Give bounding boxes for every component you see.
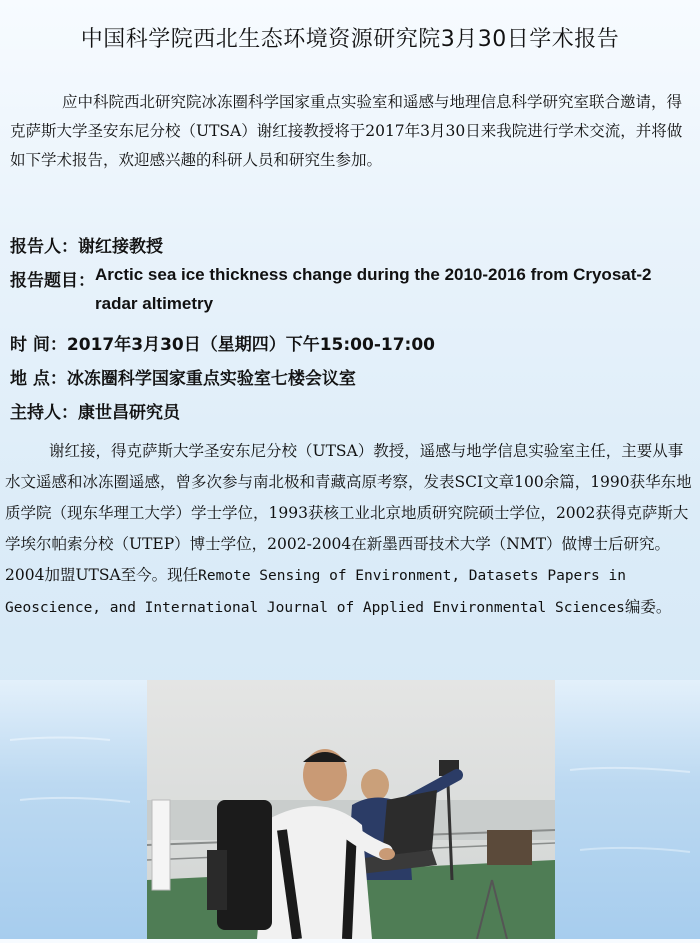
place-value: 冰冻圈科学国家重点实验室七楼会议室 <box>66 369 356 389</box>
topic-label: 报告题目： <box>10 271 95 291</box>
ship-deck-scene <box>147 680 555 939</box>
bio-paragraph <box>5 436 695 624</box>
reporter-value: 谢红接教授 <box>78 237 163 257</box>
place-field <box>10 364 356 389</box>
field-photo <box>147 680 555 939</box>
reporter-label: 报告人： <box>10 237 78 257</box>
host-field <box>10 398 180 423</box>
bio-text-1: 谢红接，得克萨斯大学圣安东尼分校（UTSA）教授，遥感与地学信息实验室主任，主要从事水文遥感和冰冻圈遥感，曾多次参与南北极和青藏高原考察，发表SCI文章100余篇，1990获华东地质学院（现东华理工大学）学士学位，1993获核工业北京地质研究院硕士学位，2002获得克萨斯大学埃尔帕索分校（UTEP）博士学位，2002-2004在新墨西哥技术大学（NMT）做博士后研究。2004加盟UTSA至今。现任 <box>5 442 692 584</box>
time-value: 2017年3月30日（星期四）下午15:00-17:00 <box>66 335 436 355</box>
topic-field <box>10 266 692 318</box>
reporter-field <box>10 232 163 257</box>
bio-text-2: 编委。 <box>624 598 672 616</box>
bio-journals: Remote Sensing of Environment, Datasets Papers in Geoscience, and International Journal of Applied Environmental Sciences <box>5 568 626 616</box>
time-field <box>10 330 435 355</box>
place-label: 地 点： <box>10 369 67 389</box>
intro-paragraph: 应中科院西北研究院冰冻圈科学国家重点实验室和遥感与地理信息科学研究室联合邀请，得克萨斯大学圣安东尼分校（UTSA）谢红接教授将于2017年3月30日来我院进行学术交流，并将做如下学术报告，欢迎感兴趣的科研人员和研究生参加。 <box>10 93 683 169</box>
time-label: 时 间： <box>10 335 67 355</box>
page-title: 中国科学院西北生态环境资源研究院3月30日学术报告 <box>80 27 620 52</box>
host-value: 康世昌研究员 <box>78 403 180 423</box>
topic-value: Arctic sea ice thickness change during the 2010-2016 from Cryosat-2 radar altimetry <box>95 265 652 313</box>
host-label: 主持人： <box>10 403 78 423</box>
